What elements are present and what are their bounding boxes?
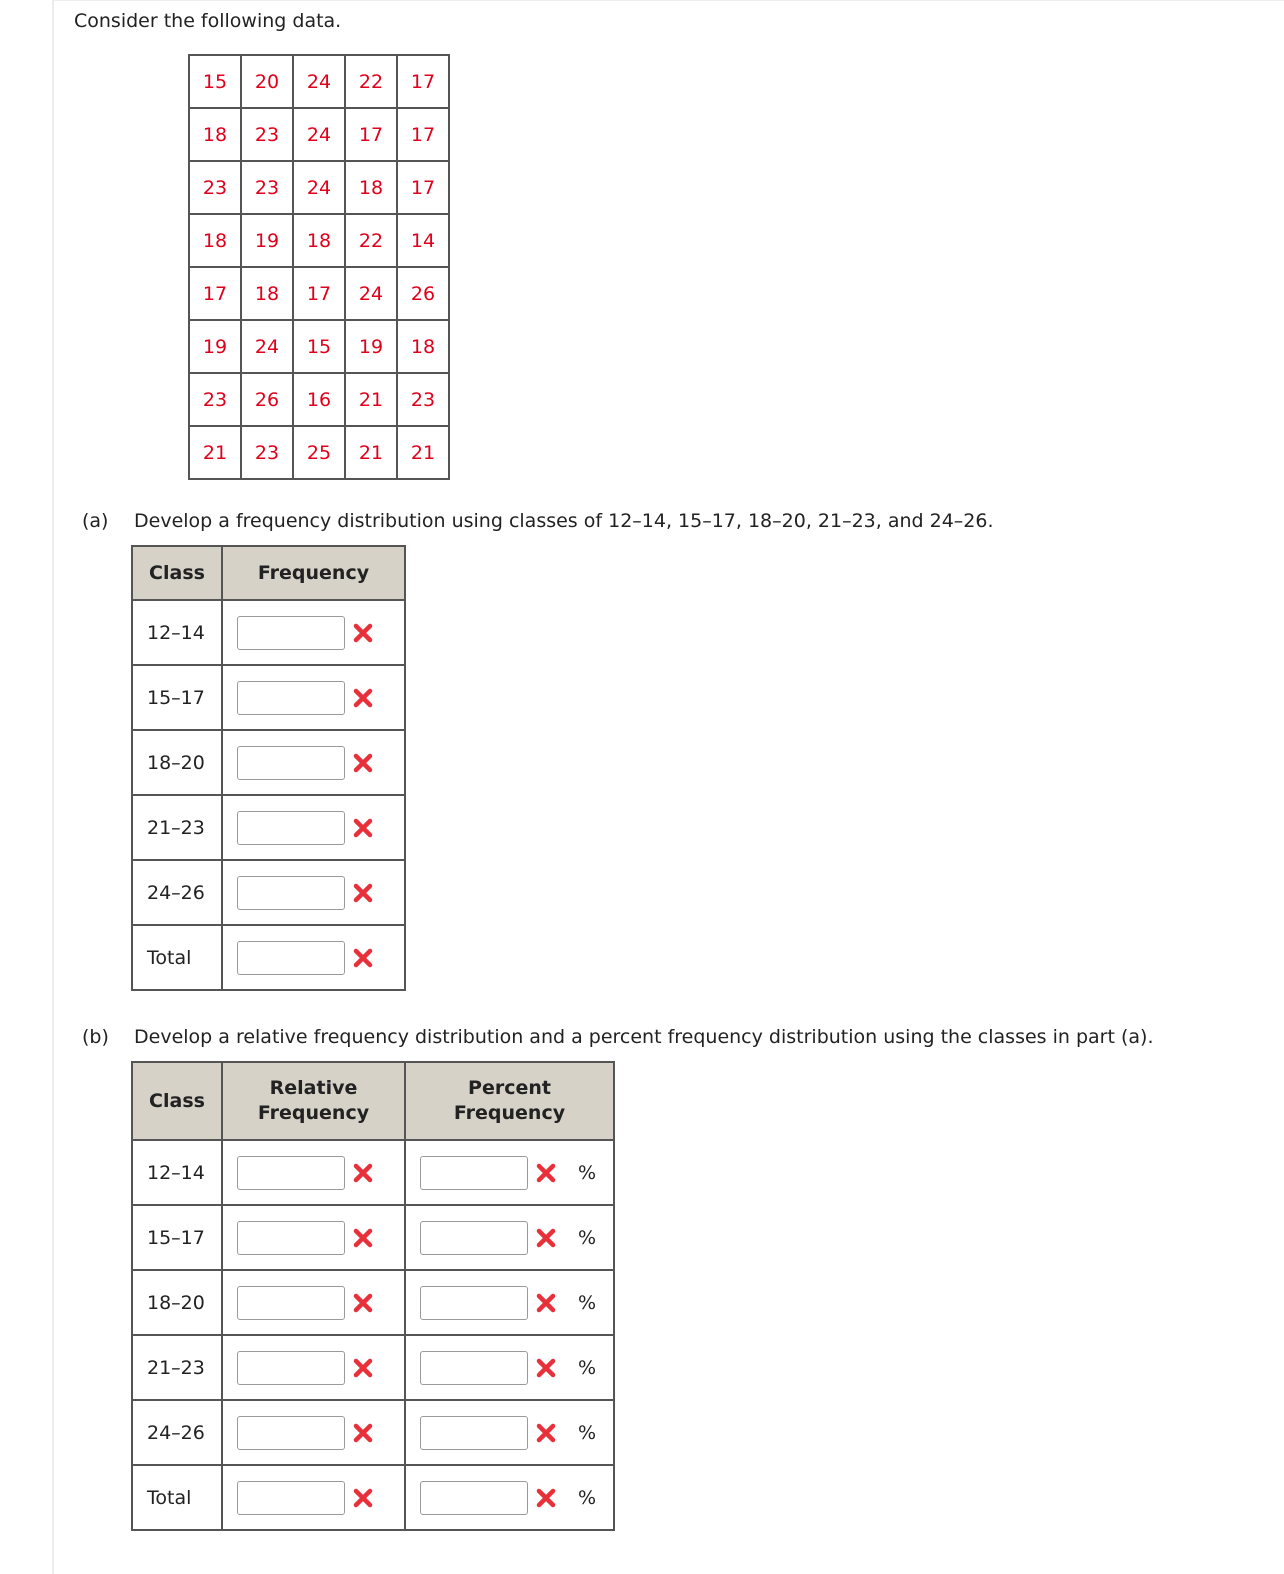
frequency-row: [132, 860, 405, 925]
data-cell: 18: [189, 108, 241, 161]
data-cell: 23: [397, 373, 449, 426]
relative-row: [132, 1335, 614, 1400]
percent-frequency-cell: [405, 1465, 614, 1530]
data-cell: 22: [345, 214, 397, 267]
frequency-cell: [222, 665, 405, 730]
data-cell: 25: [293, 426, 345, 479]
percent-sign: %: [578, 1161, 597, 1184]
relative-frequency-cell: [222, 1140, 405, 1205]
relative-row: [132, 1465, 614, 1530]
data-row: [189, 55, 449, 108]
percent-sign: %: [578, 1226, 597, 1249]
data-cell: 18: [293, 214, 345, 267]
relative-frequency-cell: [222, 1400, 405, 1465]
part-a-letter: (a): [82, 510, 109, 532]
x-mark-icon: [536, 1358, 556, 1378]
x-mark-icon: [353, 1228, 373, 1248]
relative-frequency-input[interactable]: [237, 1351, 345, 1385]
frequency-input[interactable]: [237, 746, 345, 780]
data-cell: 14: [397, 214, 449, 267]
relative-frequency-cell: [222, 1465, 405, 1530]
data-cell: 18: [189, 214, 241, 267]
class-label: Total: [132, 925, 222, 990]
data-cell: 26: [241, 373, 293, 426]
data-cell: 16: [293, 373, 345, 426]
data-cell: 17: [397, 55, 449, 108]
percent-frequency-input[interactable]: [420, 1156, 528, 1190]
frequency-cell: [222, 860, 405, 925]
data-cell: 23: [189, 373, 241, 426]
frequency-input[interactable]: [237, 681, 345, 715]
data-cell: 24: [293, 108, 345, 161]
frequency-row: [132, 925, 405, 990]
frequency-row: [132, 665, 405, 730]
percent-header-line2: Frequency: [453, 1102, 566, 1124]
data-cell: 15: [189, 55, 241, 108]
class-label: 21–23: [132, 795, 222, 860]
x-mark-icon: [353, 883, 373, 903]
frequency-input[interactable]: [237, 876, 345, 910]
data-cell: 24: [293, 161, 345, 214]
data-cell: 21: [345, 373, 397, 426]
frequency-cell: [222, 730, 405, 795]
class-label: 15–17: [132, 1205, 222, 1270]
class-label: 24–26: [132, 860, 222, 925]
frequency-row: [132, 600, 405, 665]
relative-frequency-input[interactable]: [237, 1416, 345, 1450]
relative-header-line2: Frequency: [257, 1102, 370, 1124]
percent-frequency-input[interactable]: [420, 1481, 528, 1515]
data-row: [189, 161, 449, 214]
percent-frequency-cell: [405, 1400, 614, 1465]
relative-header-line1: Relative: [269, 1077, 358, 1099]
relative-frequency-cell: [222, 1205, 405, 1270]
data-cell: 23: [241, 161, 293, 214]
data-cell: 20: [241, 55, 293, 108]
frequency-table: [131, 545, 406, 991]
data-cell: 24: [241, 320, 293, 373]
data-cell: 26: [397, 267, 449, 320]
relative-row: [132, 1205, 614, 1270]
x-mark-icon: [536, 1228, 556, 1248]
data-cell: 24: [293, 55, 345, 108]
frequency-input[interactable]: [237, 811, 345, 845]
frequency-cell: [222, 925, 405, 990]
top-rule: [54, 0, 1284, 1]
data-cell: 23: [189, 161, 241, 214]
data-row: [189, 267, 449, 320]
relative-frequency-input[interactable]: [237, 1221, 345, 1255]
part-a-instruction: [82, 510, 994, 532]
percent-frequency-cell: [405, 1270, 614, 1335]
data-cell: 22: [345, 55, 397, 108]
data-cell: 24: [345, 267, 397, 320]
relative-row: [132, 1140, 614, 1205]
class-label: Total: [132, 1465, 222, 1530]
frequency-input[interactable]: [237, 616, 345, 650]
data-row: [189, 373, 449, 426]
class-label: 18–20: [132, 730, 222, 795]
data-cell: 18: [345, 161, 397, 214]
x-mark-icon: [536, 1293, 556, 1313]
part-a-text: Develop a frequency distribution using classes of 12–14, 15–17, 18–20, 21–23, and 24–26.: [134, 510, 994, 532]
x-mark-icon: [353, 1293, 373, 1313]
x-mark-icon: [353, 948, 373, 968]
data-cell: 19: [241, 214, 293, 267]
percent-frequency-cell: [405, 1205, 614, 1270]
x-mark-icon: [536, 1163, 556, 1183]
x-mark-icon: [353, 1163, 373, 1183]
part-b-text: Develop a relative frequency distribution and a percent frequency distribution using the classes in part (a).: [134, 1026, 1154, 1048]
data-cell: 18: [241, 267, 293, 320]
class-label: 12–14: [132, 600, 222, 665]
data-cell: 19: [189, 320, 241, 373]
data-cell: 15: [293, 320, 345, 373]
class-label: 21–23: [132, 1335, 222, 1400]
relative-frequency-input[interactable]: [237, 1156, 345, 1190]
percent-frequency-input[interactable]: [420, 1416, 528, 1450]
frequency-header: Frequency: [222, 546, 405, 600]
class-header: Class: [132, 546, 222, 600]
percent-sign: %: [578, 1356, 597, 1379]
intro-text: Consider the following data.: [74, 10, 342, 32]
class-label: 12–14: [132, 1140, 222, 1205]
x-mark-icon: [536, 1423, 556, 1443]
data-cell: 17: [293, 267, 345, 320]
class-label: 24–26: [132, 1400, 222, 1465]
data-row: [189, 214, 449, 267]
relative-row: [132, 1400, 614, 1465]
percent-sign: %: [578, 1486, 597, 1509]
frequency-row: [132, 730, 405, 795]
relative-frequency-header: [222, 1062, 405, 1140]
data-cell: 23: [241, 426, 293, 479]
part-b-instruction: [82, 1026, 1153, 1048]
data-cell: 21: [345, 426, 397, 479]
frequency-input[interactable]: [237, 941, 345, 975]
x-mark-icon: [353, 688, 373, 708]
percent-header-line1: Percent: [468, 1077, 551, 1099]
x-mark-icon: [353, 1423, 373, 1443]
data-cell: 23: [241, 108, 293, 161]
percent-sign: %: [578, 1291, 597, 1314]
left-rule: [52, 0, 54, 1574]
frequency-cell: [222, 795, 405, 860]
class-label: 18–20: [132, 1270, 222, 1335]
percent-frequency-header: [405, 1062, 614, 1140]
data-row: [189, 320, 449, 373]
percent-frequency-input[interactable]: [420, 1286, 528, 1320]
percent-frequency-input[interactable]: [420, 1221, 528, 1255]
percent-sign: %: [578, 1421, 597, 1444]
x-mark-icon: [353, 1488, 373, 1508]
data-cell: 21: [189, 426, 241, 479]
data-grid: [188, 54, 450, 480]
frequency-cell: [222, 600, 405, 665]
percent-frequency-cell: [405, 1335, 614, 1400]
x-mark-icon: [353, 623, 373, 643]
class-label: 15–17: [132, 665, 222, 730]
data-cell: 18: [397, 320, 449, 373]
percent-frequency-cell: [405, 1140, 614, 1205]
relative-frequency-input[interactable]: [237, 1286, 345, 1320]
data-row: [189, 426, 449, 479]
relative-frequency-input[interactable]: [237, 1481, 345, 1515]
data-cell: 21: [397, 426, 449, 479]
x-mark-icon: [353, 1358, 373, 1378]
relative-frequency-table: [131, 1061, 615, 1531]
relative-frequency-cell: [222, 1335, 405, 1400]
data-cell: 17: [345, 108, 397, 161]
x-mark-icon: [353, 753, 373, 773]
data-cell: 17: [189, 267, 241, 320]
data-cell: 19: [345, 320, 397, 373]
data-cell: 17: [397, 108, 449, 161]
data-row: [189, 108, 449, 161]
relative-row: [132, 1270, 614, 1335]
frequency-row: [132, 795, 405, 860]
x-mark-icon: [536, 1488, 556, 1508]
class-header: Class: [132, 1062, 222, 1140]
data-cell: 17: [397, 161, 449, 214]
relative-frequency-cell: [222, 1270, 405, 1335]
x-mark-icon: [353, 818, 373, 838]
part-b-letter: (b): [82, 1026, 109, 1048]
percent-frequency-input[interactable]: [420, 1351, 528, 1385]
